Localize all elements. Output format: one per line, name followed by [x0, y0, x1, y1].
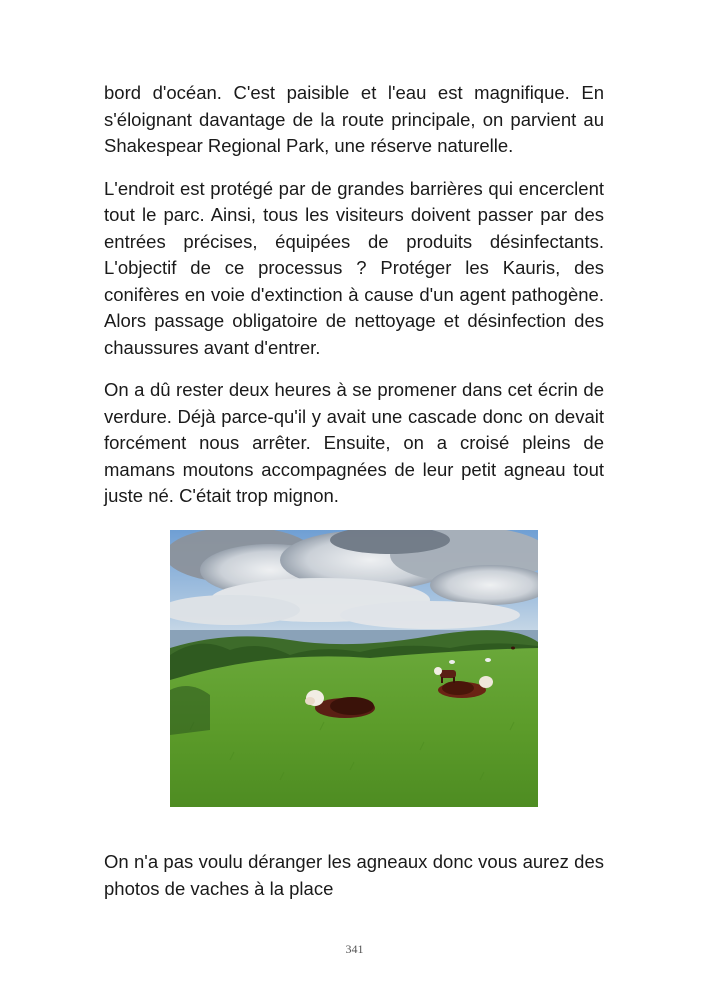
- caption-paragraph: On n'a pas voulu déranger les agneaux donc vous aurez des photos de vaches à la place: [104, 851, 604, 899]
- cows-in-field-photo: [170, 530, 538, 807]
- page-number: 341: [345, 942, 364, 956]
- clouds: [170, 530, 538, 629]
- paragraph-3: On a dû rester deux heures à se promener dans cet écrin de verdure. Déjà parce-qu'il y avait une cascade donc on devait forcément nous arrêter. Ensuite, on a croisé pleins de mamans moutons accompagnées de leur petit agneau tout juste né. C'était trop mignon.: [104, 379, 604, 506]
- after-figure-text: [104, 849, 604, 918]
- paragraph-2: L'endroit est protégé par de grandes barrières qui encerclent tout le parc. Ainsi, tous les visiteurs doivent passer par des entrées précises, équipées de produits désinfectants. L'objectif de ce processus ? Protéger les Kauris, des conifères en voie d'extinction à cause d'un agent pathogène. Alors passage obligatoire de nettoyage et désinfection des chaussures avant d'entrer.: [104, 177, 604, 358]
- paragraph-1: bord d'océan. C'est paisible et l'eau est magnifique. En s'éloignant davantage de la route principale, on parvient au Shakespear Regional Park, une réserve naturelle.: [104, 82, 604, 156]
- landscape-illustration: [170, 530, 538, 807]
- grass-field: [170, 648, 538, 807]
- text-column: [104, 80, 604, 526]
- foreground-shadow: [170, 686, 210, 735]
